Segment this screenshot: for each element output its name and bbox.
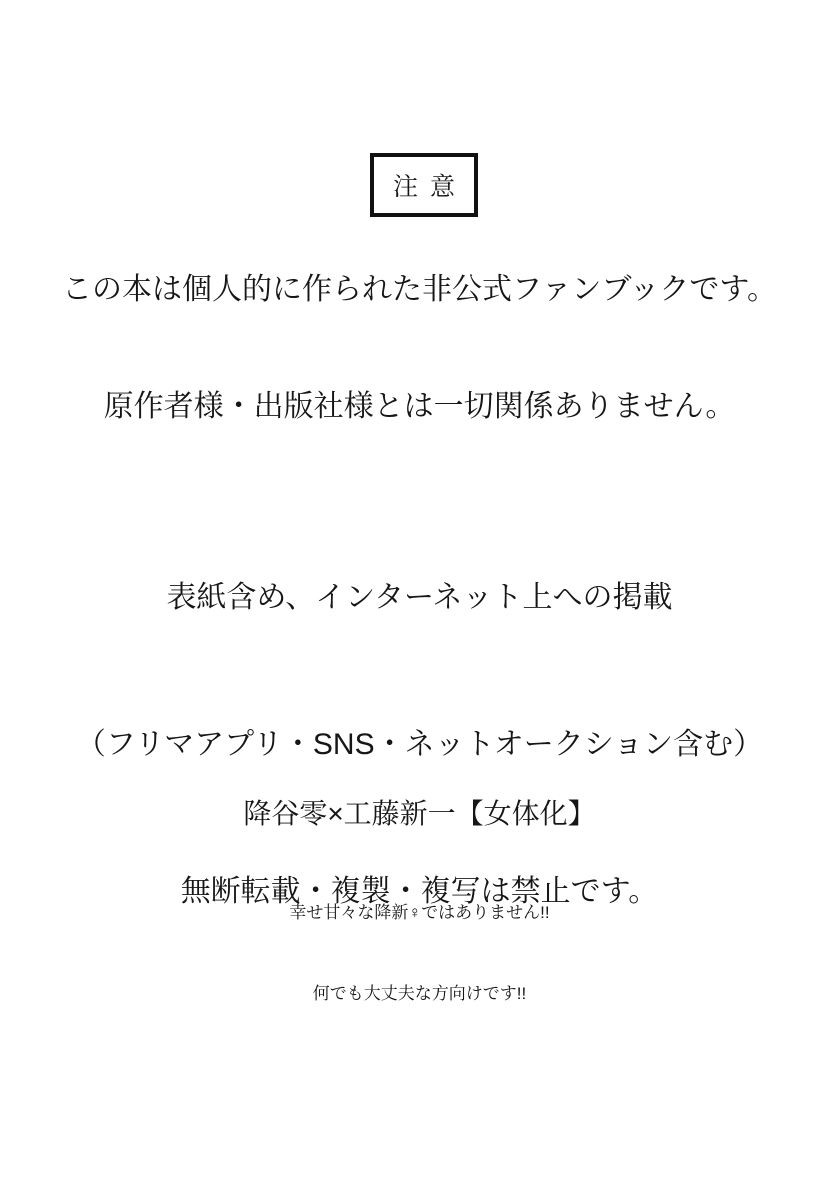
prohibition-line-internet-upload: 表紙含め、インターネット上への掲載 [166,581,673,614]
disclaimer-unofficial-fanbook: この本は個人的に作られた非公式ファンブックです。 [62,273,777,306]
pairing-warnings [0,845,839,1061]
prohibition-line-no-reproduction: 無断転載・複製・複写は禁止です。 [180,875,659,908]
pairing-title: 降谷零×工藤新一【女体化】 [243,798,596,829]
pairing-warning-line2: 何でも大丈夫な方向けです!! [312,984,527,1003]
disclaimer-no-affiliation: 原作者様・出版社様とは一切関係ありません。 [103,390,736,423]
pairing-warning-line1: 幸せ甘々な降新♀ではありません!! [289,903,550,922]
notice-label: 注意 [392,173,467,201]
notice-box [370,153,478,217]
prohibition-line-included-services: （フリマアプリ・SNS・ネットオークション含む） [75,728,764,761]
